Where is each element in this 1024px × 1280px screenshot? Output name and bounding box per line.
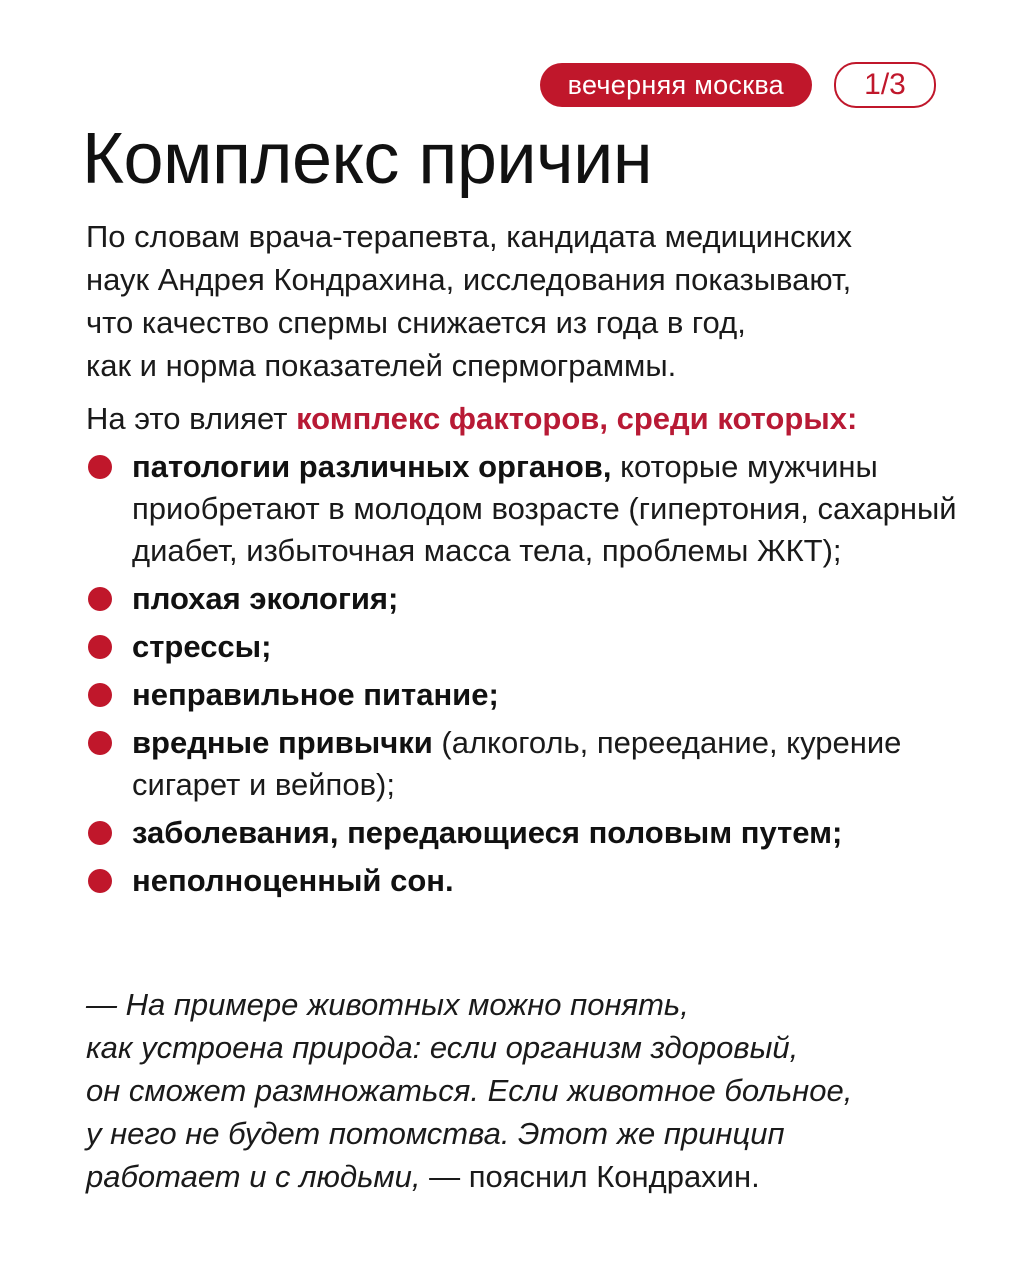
quote-text: у него не будет потомства. Этот же принцип (86, 1116, 785, 1151)
bullet-dot-icon (88, 683, 112, 707)
factor-bold: вредные привычки (132, 725, 433, 760)
quote-line (86, 983, 966, 1026)
expert-quote (86, 983, 966, 1198)
quote-text: он сможет размножаться. Если животное больное, (86, 1073, 853, 1108)
intro-line: что качество спермы снижается из года в год, (86, 305, 746, 340)
article-body (86, 215, 966, 908)
brand-badge: вечерняя москва (540, 63, 812, 107)
bullet-dot-icon (88, 455, 112, 479)
quote-text: как устроена природа: если организм здоровый, (86, 1030, 799, 1065)
factor-bold: стрессы; (132, 629, 272, 664)
bullet-dot-icon (88, 587, 112, 611)
intro-line: По словам врача-терапевта, кандидата медицинских (86, 219, 852, 254)
lead-sentence (86, 397, 966, 440)
factors-list (86, 446, 966, 902)
bullet-dot-icon (88, 821, 112, 845)
lead-highlight: комплекс факторов, среди которых: (296, 401, 858, 436)
quote-line (86, 1069, 966, 1112)
bullet-dot-icon (88, 731, 112, 755)
list-item (86, 626, 966, 668)
quote-line (86, 1026, 966, 1069)
header (540, 62, 936, 108)
list-item (86, 722, 966, 806)
factor-bold: патологии различных органов, (132, 449, 612, 484)
list-item (86, 578, 966, 620)
list-item (86, 860, 966, 902)
intro-line: как и норма показателей спермограммы. (86, 348, 677, 383)
factor-bold: неполноценный сон. (132, 863, 454, 898)
list-item (86, 674, 966, 716)
factor-bold: плохая экология; (132, 581, 399, 616)
quote-line (86, 1112, 966, 1155)
quote-text: — На примере животных можно понять, (86, 987, 689, 1022)
quote-text: работает и с людьми, (86, 1159, 421, 1194)
list-item (86, 446, 966, 572)
bullet-dot-icon (88, 869, 112, 893)
factor-bold: неправильное питание; (132, 677, 499, 712)
quote-line (86, 1155, 966, 1198)
intro-line: наук Андрея Кондрахина, исследования показывают, (86, 262, 852, 297)
page-title: Комплекс причин (82, 119, 653, 199)
lead-text: На это влияет (86, 401, 297, 436)
factor-text: (алкоголь, переедание, курение сигарет и вейпов); (132, 725, 902, 802)
factor-bold: заболевания, передающиеся половым путем; (132, 815, 843, 850)
quote-attribution: — пояснил Кондрахин. (420, 1159, 760, 1194)
intro-paragraph (86, 215, 966, 440)
page-counter: 1/3 (834, 62, 936, 108)
list-item (86, 812, 966, 854)
factor-text: которые мужчины приобретают в молодом возрасте (гипертония, сахарный диабет, избыточная масса тела, проблемы ЖКТ); (132, 449, 957, 568)
bullet-dot-icon (88, 635, 112, 659)
